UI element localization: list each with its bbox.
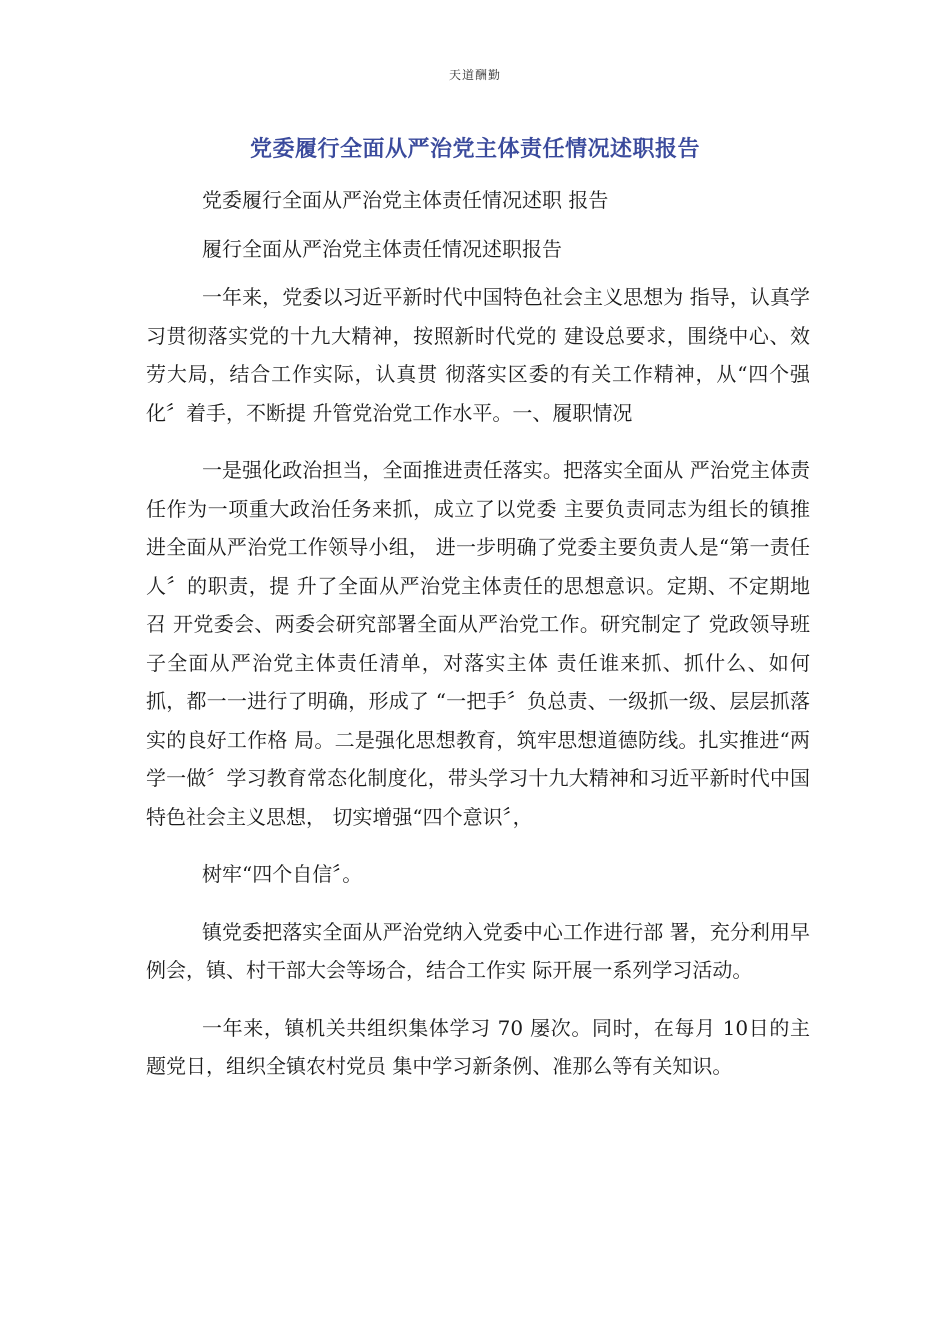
document-title: 党委履行全面从严治党主体责任情况述职报告 <box>249 136 700 162</box>
page-header: 天道酬勤 <box>448 68 501 82</box>
paragraph-four-confidences: 树牢“四个自信〞。 <box>202 862 363 886</box>
paragraph-intro: 一年来，党委以习近平新时代中国特色社会主义思想为 指导，认真学习贯彻落实党的十九大精神，按照新时代党的 建设总要求，围绕中心、效劳大局，结合工作实际，认真贯 彻落实区委的有关工作精神，从“四个强化〞着手，不断提 升管党治党工作水平。一、履职情况 <box>146 285 810 425</box>
paragraph-collective-study: 一年来，镇机关共组织集体学习 70 屡次。同时，在每月 10日的主题党日，组织全镇农村党员 集中学习新条例、准那么等有关知识。 <box>146 1015 810 1078</box>
subtitle-line-1: 党委履行全面从严治党主体责任情况述职 报告 <box>202 188 609 212</box>
paragraph-study-activities: 镇党委把落实全面从严治党纳入党委中心工作进行部 署，充分利用早例会，镇、村干部大会等场合，结合工作实 际开展一系列学习活动。 <box>146 919 810 982</box>
subtitle-line-2: 履行全面从严治党主体责任情况述职报告 <box>202 236 562 261</box>
paragraph-political-responsibility: 一是强化政治担当，全面推进责任落实。把落实全面从 严治党主体责任作为一项重大政治任务来抓，成立了以党委 主要负责同志为组长的镇推进全面从严治党工作领导小组， 进一步明确了党委主要负责人是“第一责任人〞的职责，提 升了全面从严治党主体责任的思想意识。定期、不定期地召 开党委会、两委会研究部署全面从严治党工作。研究制定了 党政领导班子全面从严治党主体责任清单，对落实主体 责任谁来抓、抓什么、如何抓，都一一进行了明确，形成了 “一把手〞负总责、一级抓一级、层层抓落实的良好工作格 局。二是强化思想教育，筑牢思想道德防线。扎实推进“两 学一做〞学习教育常态化制度化，带头学习十九大精神和习近平新时代中国特色社会主义思想， 切实增强“四个意识〞， <box>146 458 810 829</box>
document-body <box>146 181 810 1105</box>
